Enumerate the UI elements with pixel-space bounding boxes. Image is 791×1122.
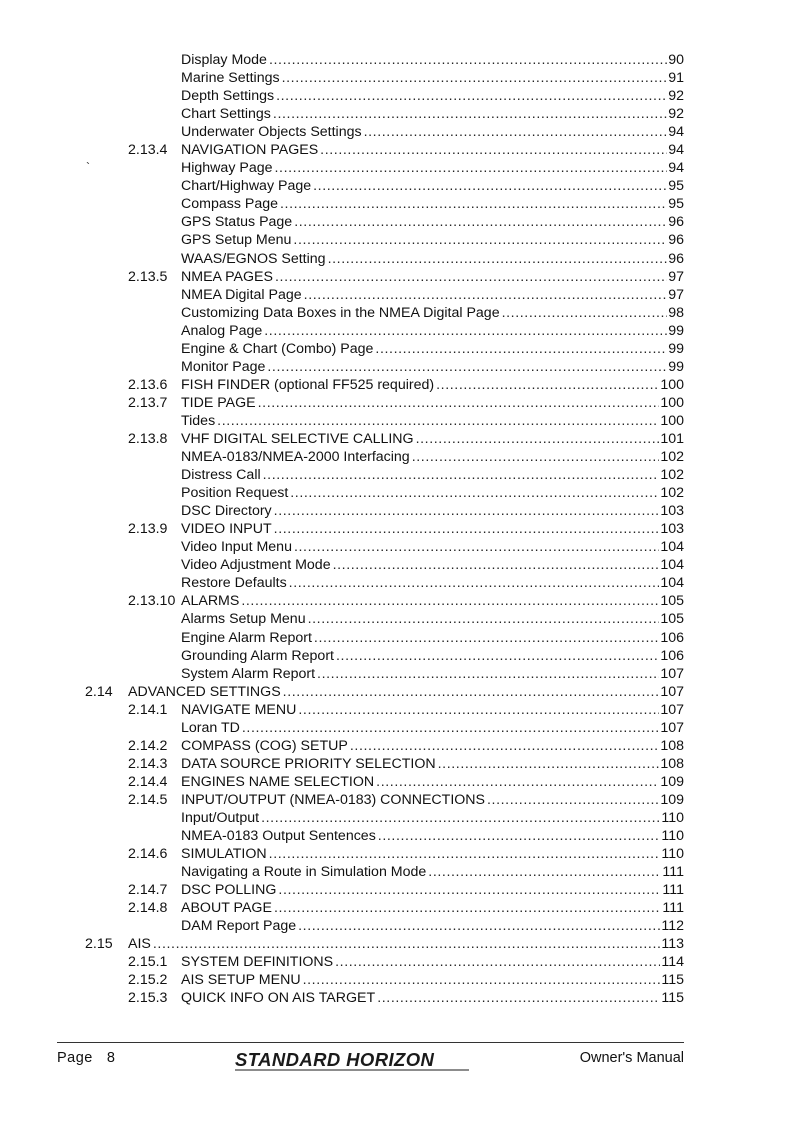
toc-row bbox=[0, 105, 791, 123]
toc-page-number: 104 bbox=[660, 539, 684, 556]
toc-entry bbox=[181, 87, 684, 105]
toc-row bbox=[0, 466, 791, 484]
toc-title: Chart Settings bbox=[181, 106, 271, 123]
toc-dot-leader bbox=[438, 755, 660, 773]
toc-page-number: 92 bbox=[668, 88, 684, 105]
toc-dot-leader bbox=[283, 683, 660, 701]
toc-title: VHF DIGITAL SELECTIVE CALLING bbox=[181, 430, 414, 447]
toc-row bbox=[0, 231, 791, 249]
toc-section-number: 2.15 bbox=[85, 936, 113, 953]
toc-section-number: 2.14.7 bbox=[128, 882, 168, 899]
toc-dot-leader bbox=[258, 394, 660, 412]
stray-mark: ` bbox=[86, 160, 90, 174]
toc-page-number: 112 bbox=[661, 918, 684, 935]
toc-dot-leader bbox=[290, 484, 659, 502]
toc-page-number: 105 bbox=[660, 593, 684, 610]
table-of-contents bbox=[0, 51, 791, 1007]
toc-title: AIS bbox=[128, 936, 151, 953]
toc-row bbox=[0, 394, 791, 412]
toc-section-number: 2.14.8 bbox=[128, 900, 168, 917]
toc-dot-leader bbox=[298, 701, 659, 719]
toc-row bbox=[0, 971, 791, 989]
toc-title: FISH FINDER (optional FF525 required) bbox=[181, 376, 435, 393]
toc-page-number: 90 bbox=[668, 52, 684, 68]
toc-entry bbox=[181, 701, 684, 719]
toc-title: Distress Call bbox=[181, 467, 261, 484]
toc-page-number: 102 bbox=[660, 467, 684, 484]
toc-page-number: 106 bbox=[660, 629, 684, 646]
toc-row bbox=[0, 917, 791, 935]
toc-row bbox=[0, 376, 791, 394]
toc-page-number: 95 bbox=[668, 196, 684, 213]
toc-entry bbox=[181, 809, 684, 827]
footer-page-number: 8 bbox=[106, 1050, 116, 1066]
toc-row bbox=[0, 340, 791, 358]
toc-entry bbox=[181, 268, 684, 286]
toc-page-number: 97 bbox=[668, 268, 684, 285]
toc-page-number: 94 bbox=[668, 160, 684, 177]
toc-title: Tides bbox=[181, 412, 216, 429]
toc-dot-leader bbox=[487, 791, 659, 809]
toc-section-number: 2.15.2 bbox=[128, 972, 168, 989]
toc-entry bbox=[181, 737, 684, 755]
toc-title: Navigating a Route in Simulation Mode bbox=[181, 864, 427, 881]
toc-entry bbox=[181, 358, 684, 376]
toc-page-number: 96 bbox=[668, 250, 684, 267]
toc-dot-leader bbox=[278, 881, 661, 899]
toc-title: Restore Defaults bbox=[181, 575, 287, 592]
toc-entry bbox=[181, 665, 684, 683]
toc-dot-leader bbox=[314, 629, 659, 647]
toc-page-number: 105 bbox=[660, 611, 684, 628]
toc-row bbox=[0, 304, 791, 322]
toc-section-number: 2.14.3 bbox=[128, 755, 168, 772]
toc-page-number: 111 bbox=[662, 882, 684, 899]
toc-title: Engine & Chart (Combo) Page bbox=[181, 340, 374, 357]
toc-dot-leader bbox=[274, 502, 660, 520]
toc-entry bbox=[181, 917, 684, 935]
toc-entry bbox=[181, 520, 684, 538]
toc-dot-leader bbox=[274, 520, 660, 538]
toc-title: Customizing Data Boxes in the NMEA Digital Page bbox=[181, 304, 500, 321]
toc-page-number: 103 bbox=[660, 521, 684, 538]
toc-title: Chart/Highway Page bbox=[181, 178, 312, 195]
toc-entry bbox=[181, 466, 684, 484]
toc-dot-leader bbox=[280, 195, 667, 213]
toc-row bbox=[0, 809, 791, 827]
toc-page-number: 101 bbox=[660, 430, 684, 447]
toc-entry bbox=[181, 430, 684, 448]
toc-dot-leader bbox=[289, 574, 660, 592]
toc-dot-leader bbox=[304, 286, 668, 304]
toc-page-number: 115 bbox=[661, 972, 684, 989]
toc-title: Display Mode bbox=[181, 52, 267, 68]
toc-row bbox=[0, 177, 791, 195]
toc-dot-leader bbox=[308, 610, 660, 628]
footer-page bbox=[57, 1050, 115, 1066]
toc-row bbox=[0, 845, 791, 863]
toc-entry bbox=[181, 863, 684, 881]
toc-row bbox=[0, 989, 791, 1007]
toc-page-number: 99 bbox=[668, 340, 684, 357]
toc-entry bbox=[181, 647, 684, 665]
toc-row bbox=[0, 268, 791, 286]
toc-page-number: 96 bbox=[668, 214, 684, 231]
toc-entry bbox=[181, 195, 684, 213]
toc-page-number: 102 bbox=[660, 449, 684, 466]
toc-title: Grounding Alarm Report bbox=[181, 647, 334, 664]
toc-row bbox=[0, 412, 791, 430]
toc-title: System Alarm Report bbox=[181, 665, 316, 682]
toc-dot-leader bbox=[217, 412, 659, 430]
toc-title: NAVIGATION PAGES bbox=[181, 142, 319, 159]
toc-entry bbox=[181, 610, 684, 628]
toc-page-number: 113 bbox=[661, 936, 684, 953]
toc-section-number: 2.13.10 bbox=[128, 593, 176, 610]
toc-title: ADVANCED SETTINGS bbox=[128, 683, 281, 700]
toc-entry bbox=[181, 989, 684, 1007]
toc-title: ABOUT PAGE bbox=[181, 900, 272, 917]
toc-row bbox=[0, 827, 791, 845]
toc-title: NMEA-0183/NMEA-2000 Interfacing bbox=[181, 449, 410, 466]
toc-row bbox=[0, 737, 791, 755]
toc-dot-leader bbox=[241, 592, 659, 610]
toc-dot-leader bbox=[313, 177, 667, 195]
toc-title: AIS SETUP MENU bbox=[181, 972, 301, 989]
toc-entry bbox=[181, 304, 684, 322]
toc-row bbox=[0, 773, 791, 791]
toc-row bbox=[0, 286, 791, 304]
toc-page-number: 104 bbox=[660, 575, 684, 592]
toc-row bbox=[0, 69, 791, 87]
toc-row bbox=[0, 683, 791, 701]
toc-entry bbox=[181, 141, 684, 159]
toc-title: GPS Status Page bbox=[181, 214, 293, 231]
toc-entry bbox=[181, 51, 684, 69]
toc-dot-leader bbox=[416, 430, 660, 448]
toc-section-number: 2.14.6 bbox=[128, 846, 168, 863]
toc-page-number: 107 bbox=[660, 719, 684, 736]
toc-dot-leader bbox=[502, 304, 668, 322]
toc-page-number: 111 bbox=[662, 864, 684, 881]
footer-page-label: Page bbox=[57, 1050, 93, 1066]
toc-section-number: 2.14.4 bbox=[128, 773, 168, 790]
toc-title: WAAS/EGNOS Setting bbox=[181, 250, 326, 267]
toc-page-number: 97 bbox=[668, 286, 684, 303]
toc-page-number: 103 bbox=[660, 503, 684, 520]
toc-dot-leader bbox=[294, 538, 659, 556]
toc-entry bbox=[181, 629, 684, 647]
toc-section-number: 2.13.4 bbox=[128, 142, 168, 159]
toc-row bbox=[0, 430, 791, 448]
toc-row bbox=[0, 159, 791, 177]
toc-dot-leader bbox=[276, 87, 667, 105]
toc-page-number: 102 bbox=[660, 485, 684, 502]
toc-row bbox=[0, 538, 791, 556]
toc-title: NMEA-0183 Output Sentences bbox=[181, 828, 376, 845]
toc-page-number: 100 bbox=[660, 412, 684, 429]
toc-row bbox=[0, 881, 791, 899]
toc-page-number: 95 bbox=[668, 178, 684, 195]
toc-entry bbox=[181, 159, 684, 177]
toc-dot-leader bbox=[267, 358, 667, 376]
toc-page-number: 109 bbox=[660, 791, 684, 808]
toc-row bbox=[0, 484, 791, 502]
toc-dot-leader bbox=[375, 340, 667, 358]
toc-page-number: 109 bbox=[660, 773, 684, 790]
toc-dot-leader bbox=[303, 971, 661, 989]
toc-page-number: 91 bbox=[668, 70, 684, 87]
toc-row bbox=[0, 863, 791, 881]
toc-page-number: 104 bbox=[660, 557, 684, 574]
toc-row bbox=[0, 250, 791, 268]
toc-dot-leader bbox=[336, 647, 659, 665]
toc-row bbox=[0, 719, 791, 737]
toc-page-number: 110 bbox=[661, 828, 684, 845]
toc-dot-leader bbox=[378, 827, 661, 845]
toc-section-number: 2.15.1 bbox=[128, 954, 168, 971]
toc-page-number: 108 bbox=[660, 755, 684, 772]
toc-title: NMEA Digital Page bbox=[181, 286, 302, 303]
toc-dot-leader bbox=[294, 213, 667, 231]
toc-row bbox=[0, 358, 791, 376]
toc-title: GPS Setup Menu bbox=[181, 232, 292, 249]
toc-title: ENGINES NAME SELECTION bbox=[181, 773, 375, 790]
toc-dot-leader bbox=[269, 51, 667, 69]
toc-row bbox=[0, 935, 791, 953]
toc-title: Marine Settings bbox=[181, 70, 280, 87]
toc-title: DSC Directory bbox=[181, 503, 272, 520]
toc-entry bbox=[181, 484, 684, 502]
toc-page-number: 92 bbox=[668, 106, 684, 123]
toc-row bbox=[0, 629, 791, 647]
toc-page-number: 108 bbox=[660, 737, 684, 754]
toc-row bbox=[0, 647, 791, 665]
toc-row bbox=[0, 448, 791, 466]
toc-page-number: 110 bbox=[661, 846, 684, 863]
toc-title: TIDE PAGE bbox=[181, 394, 256, 411]
toc-section-number: 2.15.3 bbox=[128, 990, 168, 1007]
toc-page-number: 110 bbox=[661, 809, 684, 826]
toc-row bbox=[0, 87, 791, 105]
toc-entry bbox=[181, 213, 684, 231]
toc-entry bbox=[181, 286, 684, 304]
toc-title: Video Adjustment Mode bbox=[181, 557, 331, 574]
toc-dot-leader bbox=[298, 917, 660, 935]
toc-title: Input/Output bbox=[181, 809, 260, 826]
toc-dot-leader bbox=[428, 863, 661, 881]
toc-row bbox=[0, 755, 791, 773]
toc-entry bbox=[181, 881, 684, 899]
toc-row bbox=[0, 953, 791, 971]
toc-entry bbox=[181, 376, 684, 394]
toc-dot-leader bbox=[328, 250, 668, 268]
toc-row bbox=[0, 791, 791, 809]
toc-page-number: 106 bbox=[660, 647, 684, 664]
toc-entry bbox=[128, 935, 684, 953]
toc-dot-leader bbox=[275, 159, 668, 177]
toc-entry bbox=[181, 971, 684, 989]
toc-dot-leader bbox=[333, 556, 660, 574]
toc-row bbox=[0, 322, 791, 340]
toc-title: NAVIGATE MENU bbox=[181, 701, 297, 718]
toc-dot-leader bbox=[364, 123, 668, 141]
toc-title: Depth Settings bbox=[181, 88, 275, 105]
toc-entry bbox=[181, 773, 684, 791]
toc-entry bbox=[181, 719, 684, 737]
toc-row bbox=[0, 701, 791, 719]
toc-title: NMEA PAGES bbox=[181, 268, 273, 285]
toc-dot-leader bbox=[350, 737, 659, 755]
toc-title: Alarms Setup Menu bbox=[181, 611, 306, 628]
toc-dot-leader bbox=[261, 809, 660, 827]
toc-section-number: 2.13.9 bbox=[128, 521, 168, 538]
toc-dot-leader bbox=[274, 899, 661, 917]
toc-entry bbox=[181, 123, 684, 141]
toc-row bbox=[0, 213, 791, 231]
toc-entry bbox=[181, 592, 684, 610]
toc-entry bbox=[181, 538, 684, 556]
toc-dot-leader bbox=[273, 105, 667, 123]
toc-entry bbox=[181, 448, 684, 466]
toc-page-number: 100 bbox=[660, 394, 684, 411]
toc-entry bbox=[181, 105, 684, 123]
toc-section-number: 2.13.5 bbox=[128, 268, 168, 285]
toc-dot-leader bbox=[436, 376, 659, 394]
toc-row bbox=[0, 665, 791, 683]
toc-title: Loran TD bbox=[181, 719, 240, 736]
toc-title: Highway Page bbox=[181, 160, 273, 177]
brand-logo-text: STANDARD HORIZON bbox=[235, 1049, 435, 1070]
toc-title: DATA SOURCE PRIORITY SELECTION bbox=[181, 755, 436, 772]
brand-logo bbox=[233, 1049, 473, 1076]
toc-page-number: 94 bbox=[668, 142, 684, 159]
toc-dot-leader bbox=[377, 989, 660, 1007]
toc-dot-leader bbox=[412, 448, 660, 466]
toc-row bbox=[0, 195, 791, 213]
toc-row bbox=[0, 51, 791, 69]
toc-row bbox=[0, 502, 791, 520]
toc-dot-leader bbox=[153, 935, 661, 953]
toc-page-number: 107 bbox=[660, 665, 684, 682]
toc-page-number: 98 bbox=[668, 304, 684, 321]
toc-dot-leader bbox=[293, 231, 667, 249]
toc-section-number: 2.13.6 bbox=[128, 376, 168, 393]
toc-page-number: 96 bbox=[668, 232, 684, 249]
toc-entry bbox=[181, 953, 684, 971]
toc-page-number: 107 bbox=[660, 701, 684, 718]
toc-entry bbox=[181, 899, 684, 917]
toc-entry bbox=[181, 845, 684, 863]
toc-entry bbox=[181, 231, 684, 249]
toc-entry bbox=[181, 755, 684, 773]
toc-entry bbox=[181, 250, 684, 268]
toc-section-number: 2.14.1 bbox=[128, 701, 168, 718]
toc-page-number: 99 bbox=[668, 358, 684, 375]
toc-entry bbox=[128, 683, 684, 701]
toc-dot-leader bbox=[335, 953, 660, 971]
toc-title: Engine Alarm Report bbox=[181, 629, 312, 646]
toc-title: SYSTEM DEFINITIONS bbox=[181, 954, 334, 971]
toc-row bbox=[0, 574, 791, 592]
toc-section-number: 2.14 bbox=[85, 683, 113, 700]
toc-dot-leader bbox=[275, 268, 667, 286]
toc-dot-leader bbox=[282, 69, 668, 87]
toc-row bbox=[0, 520, 791, 538]
toc-dot-leader bbox=[264, 322, 667, 340]
toc-entry bbox=[181, 574, 684, 592]
toc-title: Monitor Page bbox=[181, 358, 266, 375]
toc-row bbox=[0, 899, 791, 917]
toc-row bbox=[0, 610, 791, 628]
toc-entry bbox=[181, 69, 684, 87]
toc-title: COMPASS (COG) SETUP bbox=[181, 737, 348, 754]
toc-dot-leader bbox=[320, 141, 667, 159]
toc-page-number: 100 bbox=[660, 376, 684, 393]
toc-dot-leader bbox=[269, 845, 661, 863]
toc-row bbox=[0, 592, 791, 610]
footer-divider bbox=[57, 1042, 684, 1043]
toc-page-number: 94 bbox=[668, 124, 684, 141]
toc-section-number: 2.13.7 bbox=[128, 394, 168, 411]
toc-title: Analog Page bbox=[181, 322, 263, 339]
toc-row bbox=[0, 123, 791, 141]
toc-page-number: 115 bbox=[661, 990, 684, 1007]
toc-title: SIMULATION bbox=[181, 846, 267, 863]
toc-title: QUICK INFO ON AIS TARGET bbox=[181, 990, 376, 1007]
toc-title: ALARMS bbox=[181, 593, 240, 610]
toc-page-number: 114 bbox=[661, 954, 684, 971]
toc-dot-leader bbox=[317, 665, 659, 683]
toc-title: DAM Report Page bbox=[181, 918, 297, 935]
toc-entry bbox=[181, 791, 684, 809]
toc-title: Position Request bbox=[181, 485, 289, 502]
toc-title: DSC POLLING bbox=[181, 882, 277, 899]
toc-title: INPUT/OUTPUT (NMEA-0183) CONNECTIONS bbox=[181, 791, 486, 808]
toc-entry bbox=[181, 827, 684, 845]
brand-logo-graphic bbox=[233, 1049, 473, 1071]
toc-title: VIDEO INPUT bbox=[181, 521, 272, 538]
footer-manual-title: Owner's Manual bbox=[579, 1050, 684, 1066]
toc-section-number: 2.13.8 bbox=[128, 430, 168, 447]
toc-row bbox=[0, 141, 791, 159]
toc-entry bbox=[181, 556, 684, 574]
toc-page-number: 99 bbox=[668, 322, 684, 339]
toc-dot-leader bbox=[242, 719, 659, 737]
toc-entry bbox=[181, 340, 684, 358]
toc-page-number: 111 bbox=[662, 900, 684, 917]
toc-title: Compass Page bbox=[181, 196, 278, 213]
toc-dot-leader bbox=[376, 773, 659, 791]
toc-page-number: 107 bbox=[660, 683, 684, 700]
toc-entry bbox=[181, 412, 684, 430]
toc-title: Underwater Objects Settings bbox=[181, 124, 362, 141]
toc-section-number: 2.14.5 bbox=[128, 791, 168, 808]
toc-entry bbox=[181, 394, 684, 412]
toc-entry bbox=[181, 502, 684, 520]
toc-section-number: 2.14.2 bbox=[128, 737, 168, 754]
toc-entry bbox=[181, 177, 684, 195]
toc-entry bbox=[181, 322, 684, 340]
toc-title: Video Input Menu bbox=[181, 539, 292, 556]
toc-dot-leader bbox=[263, 466, 660, 484]
toc-row bbox=[0, 556, 791, 574]
